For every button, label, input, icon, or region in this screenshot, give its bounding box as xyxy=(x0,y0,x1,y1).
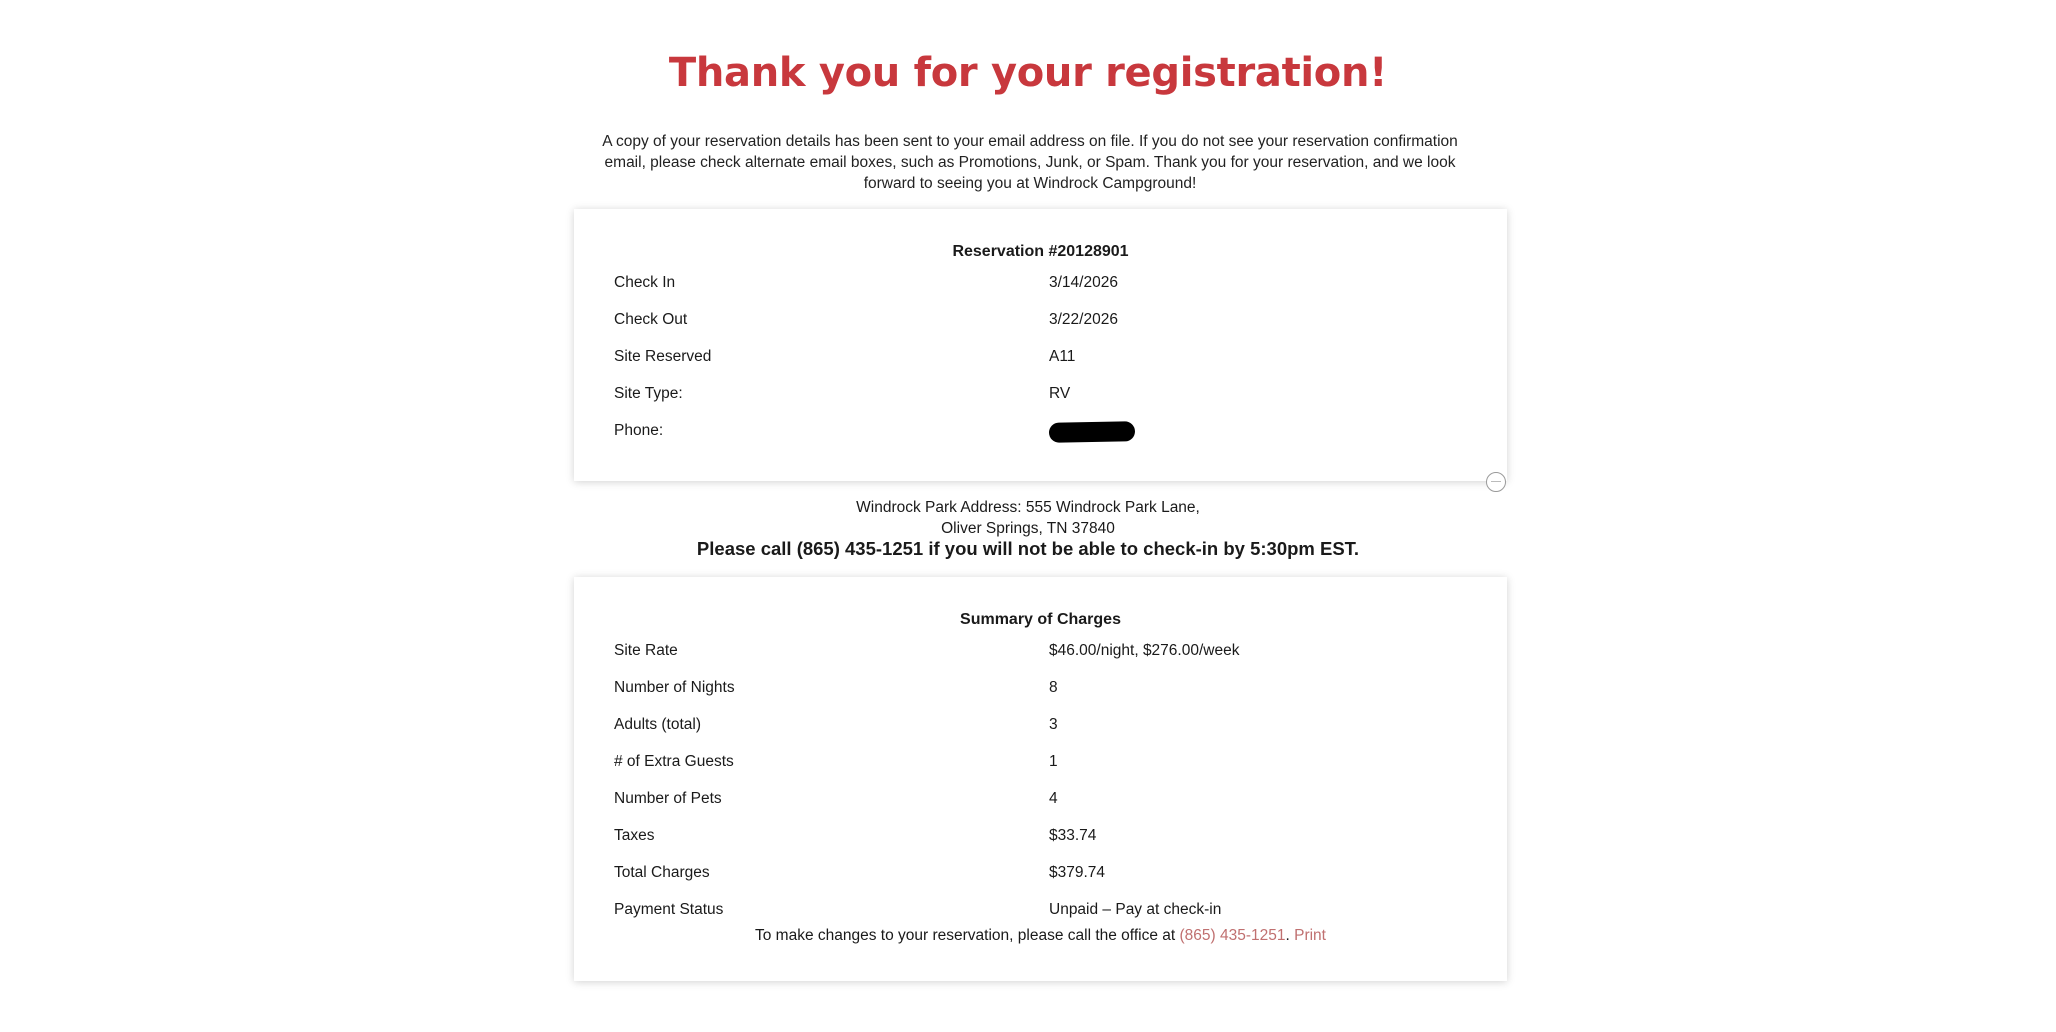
charges-row-taxes xyxy=(574,817,1507,854)
row-value: Unpaid – Pay at check-in xyxy=(1049,901,1222,918)
charges-row-pets xyxy=(574,780,1507,817)
row-value: 1 xyxy=(1049,753,1058,770)
row-label: Phone: xyxy=(614,422,664,439)
changes-note xyxy=(574,927,1507,945)
check-in-call-notice: Please call (865) 435-1251 if you will not be able to check-in by 5:30pm EST. xyxy=(696,538,1360,559)
charges-row-extra-guests xyxy=(574,743,1507,780)
reservation-row-check-in xyxy=(574,264,1507,301)
office-phone-link[interactable]: (865) 435-1251 xyxy=(1179,927,1286,944)
row-value: 3/22/2026 xyxy=(1049,311,1118,328)
row-label: Site Type: xyxy=(614,385,683,402)
charges-row-nights xyxy=(574,669,1507,706)
charges-row-site-rate xyxy=(574,632,1507,669)
row-value: A11 xyxy=(1049,348,1076,365)
row-label: Site Rate xyxy=(614,642,678,659)
row-label: Adults (total) xyxy=(614,716,702,733)
charges-heading: Summary of Charges xyxy=(960,611,1121,628)
row-value: RV xyxy=(1049,385,1071,402)
reservation-number: Reservation #20128901 xyxy=(952,243,1129,260)
address-line-1: Windrock Park Address: 555 Windrock Park Lane, xyxy=(856,499,1200,516)
reservation-row-site-reserved xyxy=(574,338,1507,375)
row-value: $33.74 xyxy=(1049,827,1097,844)
row-label: # of Extra Guests xyxy=(614,753,734,770)
row-label: Total Charges xyxy=(614,864,710,881)
address-line-2: Oliver Springs, TN 37840 xyxy=(941,520,1115,537)
reservation-card xyxy=(574,209,1507,481)
row-label: Taxes xyxy=(614,827,655,844)
row-value: 8 xyxy=(1049,679,1058,696)
row-label: Payment Status xyxy=(614,901,724,918)
separator-text: . xyxy=(1285,927,1290,944)
changes-note-text: To make changes to your reservation, please call the office at xyxy=(755,927,1180,944)
row-value: $46.00/night, $276.00/week xyxy=(1049,642,1240,659)
print-link[interactable]: Print xyxy=(1294,927,1326,944)
row-label: Number of Pets xyxy=(614,790,722,807)
phone-redacted-value xyxy=(1049,422,1135,442)
page-title: Thank you for your registration! xyxy=(668,50,1388,96)
charges-card xyxy=(574,577,1507,981)
charges-row-total xyxy=(574,854,1507,891)
row-label: Check Out xyxy=(614,311,688,328)
redaction-mark xyxy=(1049,421,1135,442)
row-label: Number of Nights xyxy=(614,679,735,696)
row-label: Check In xyxy=(614,274,676,291)
reservation-row-check-out xyxy=(574,301,1507,338)
resize-handle-icon[interactable] xyxy=(1486,472,1506,492)
intro-text: A copy of your reservation details has been sent to your email address on file. If you do not see your reservation confirmation email, please check alternate email boxes, such as Promotions, Junk, or Spam. Thank you for your reservation, and we look forward to seeing you at Windrock Campground! xyxy=(602,133,1458,192)
reservation-row-phone xyxy=(574,412,1507,449)
charges-row-adults xyxy=(574,706,1507,743)
row-value: $379.74 xyxy=(1049,864,1106,881)
row-value: 3 xyxy=(1049,716,1058,733)
reservation-row-site-type xyxy=(574,375,1507,412)
row-value: 3/14/2026 xyxy=(1049,274,1118,291)
row-value: 4 xyxy=(1049,790,1058,807)
park-address xyxy=(0,497,2056,539)
row-label: Site Reserved xyxy=(614,348,712,365)
charges-row-payment-status xyxy=(574,891,1507,928)
